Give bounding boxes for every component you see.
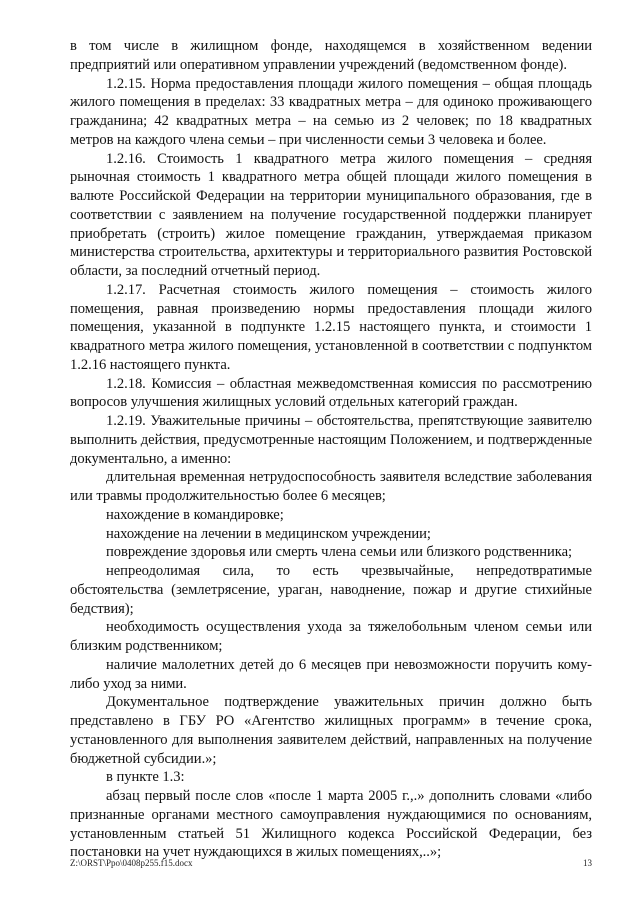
list-item: наличие малолетних детей до 6 месяцев при невозможности поручить кому-либо уход за ними.	[70, 656, 592, 692]
paragraph: Документальное подтверждение уважительных причин должно быть представлено в ГБУ РО «Агентство жилищных программ» в течение срока, установленного для выполнения заявителем действий, направленных на получение бюджетной субсидии.»;	[70, 694, 592, 767]
list-item: нахождение в командировке;	[106, 506, 284, 523]
list-item: необходимость осуществления ухода за тяжелобольным членом семьи или близким родственником;	[70, 619, 592, 654]
paragraph-1-2-18: 1.2.18. Комиссия – областная межведомственная комиссия по рассмотрению вопросов улучшения жилищных условий отдельных категорий граждан.	[70, 375, 592, 411]
paragraph-1-2-15: 1.2.15. Норма предоставления площади жилого помещения – общая площадь жилого помещения в пределах: 33 квадратных метра – для одиноко проживающего гражданина; 42 квадратных метра – на семью из 2 человек; по 18 квадратных метров на каждого члена семьи – при численности семьи 3 человека и более.	[70, 75, 592, 148]
paragraph: абзац первый после слов «после 1 марта 2005 г.,.» дополнить словами «либо признанные органами местного самоуправления нуждающимися по основаниям, установленным статьей 51 Жилищного кодекса Российской Федерации, без постановки на учет нуждающихся в жилых помещениях,..»;	[70, 788, 592, 861]
paragraph-1-2-16: 1.2.16. Стоимость 1 квадратного метра жилого помещения – средняя рыночная стоимость 1 квадратного метра общей площади жилого помещения в валюте Российской Федерации на территории муниципального образования, где в соответствии с заявлением на получение государственной поддержки планирует приобретать (строить) жилое помещение гражданин, утверждаемая приказом министерства строительства, архитектуры и территориального развития Ростовской области, за последний отчетный период.	[70, 150, 592, 279]
list-item: повреждение здоровья или смерть члена семьи или близкого родственника;	[106, 544, 573, 561]
file-path: Z:\ORST\Ppo\0408p255.f15.docx	[70, 858, 193, 868]
list-item: длительная временная нетрудоспособность заявителя вследствие заболевания или травмы продолжительностью более 6 месяцев;	[70, 469, 592, 504]
paragraph: в пункте 1.3:	[106, 769, 185, 786]
list-item: непреодолимая сила, то есть чрезвычайные, непредотвратимые обстоятельства (землетрясение, ураган, наводнение, пожар и другие стихийные бедствия);	[70, 563, 592, 617]
page-footer	[70, 858, 592, 872]
page-number: 13	[583, 858, 592, 868]
list-item: нахождение на лечении в медицинском учреждении;	[106, 525, 431, 542]
paragraph-1-2-19: 1.2.19. Уважительные причины – обстоятельства, препятствующие заявителю выполнить действия, предусмотренные настоящим Положением, и подтвержденные документально, а именно:	[70, 413, 592, 467]
paragraph: в том числе в жилищном фонде, находящемся в хозяйственном ведении предприятий или оперативном управлении учреждений (ведомственном фонде).	[70, 38, 592, 73]
paragraph-1-2-17: 1.2.17. Расчетная стоимость жилого помещения – стоимость жилого помещения, равная произведению нормы предоставления площади жилого помещения, указанной в подпункте 1.2.15 настоящего пункта, и стоимости 1 квадратного метра жилого помещения, установленной в соответствии с подпунктом 1.2.16 настоящего пункта.	[70, 281, 592, 373]
body-text	[70, 37, 592, 862]
